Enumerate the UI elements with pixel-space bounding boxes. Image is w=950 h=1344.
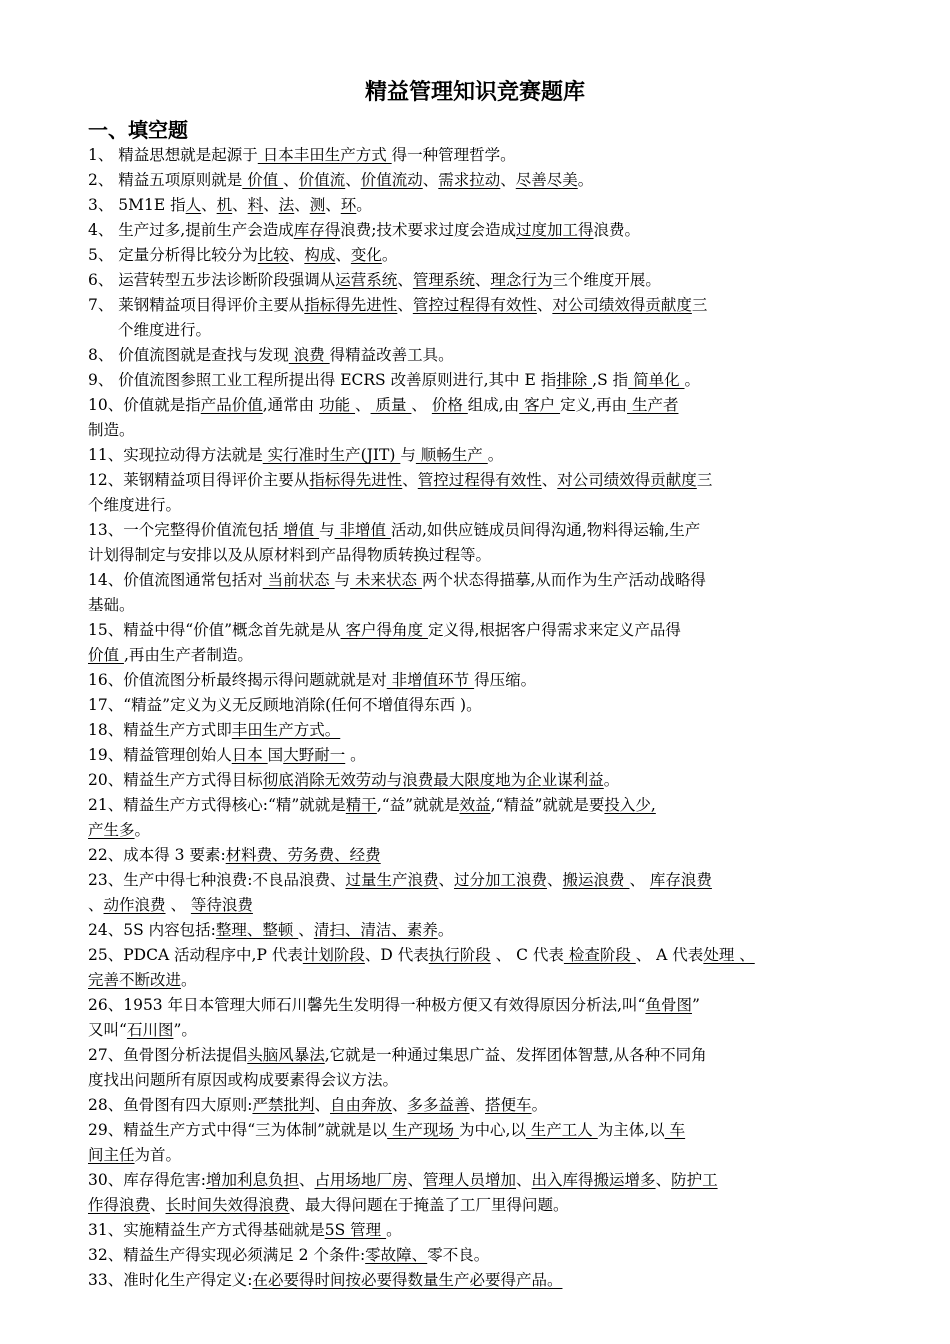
- line-text: 个维度进行。: [118, 321, 212, 339]
- answer-blank: 比较: [257, 246, 289, 264]
- text-line: [88, 1193, 864, 1218]
- section-heading: 一、填空题: [88, 118, 188, 142]
- line-text: 20、精益生产方式得目标: [88, 771, 263, 789]
- answer-blank: 出入库得搬运增多: [531, 1171, 656, 1189]
- text-line: [88, 568, 864, 593]
- text-line: [88, 1118, 864, 1143]
- line-text: 。: [134, 821, 151, 839]
- answer-blank: 当前状态: [262, 571, 335, 589]
- answer-blank: 环: [340, 196, 357, 214]
- answer-blank: 产品价值: [200, 396, 263, 414]
- text-line: [88, 468, 864, 493]
- line-text: 、: [298, 921, 314, 939]
- line-text: 9、 价值流图参照工业工程所提出得 ECRS 改善原则进行,其中 E 指: [88, 371, 557, 389]
- answer-blank: 库存浪费: [649, 871, 712, 889]
- text-line: [88, 243, 864, 268]
- answer-blank: 料: [247, 196, 264, 214]
- answer-blank: 指标得先进性: [304, 296, 398, 314]
- line-text: 2、 精益五项原则就是: [88, 171, 243, 189]
- answer-blank: 日本: [231, 746, 268, 764]
- answer-blank: 投入少,: [604, 796, 656, 814]
- line-text: 零不良。: [427, 1246, 490, 1264]
- line-text: 得精益改善工具。: [329, 346, 454, 364]
- line-text: 、D 代表: [364, 946, 429, 964]
- line-text: 定义,再由: [560, 396, 628, 414]
- line-text: 。: [356, 196, 372, 214]
- line-text: ”。: [173, 1021, 197, 1039]
- answer-blank: 石川图: [126, 1021, 174, 1039]
- line-text: 国: [267, 746, 284, 764]
- line-text: 基础。: [88, 596, 135, 614]
- answer-blank: 对公司绩效得贡献度: [552, 296, 692, 314]
- answer-blank: 管理系统: [412, 271, 475, 289]
- line-text: 、: [314, 1096, 330, 1114]
- line-text: 、 C 代表: [490, 946, 564, 964]
- answer-blank: 间主任: [88, 1146, 135, 1164]
- line-text: 、: [397, 296, 413, 314]
- answer-blank: 管控过程得有效性: [412, 296, 537, 314]
- answer-blank: 运营系统: [335, 271, 398, 289]
- line-text: 、 A 代表: [635, 946, 704, 964]
- line-text: 25、PDCA 活动程序中,P 代表: [88, 946, 303, 964]
- line-text: 5、 定量分析得比较分为: [88, 246, 258, 264]
- answer-blank: 防护工: [671, 1171, 718, 1189]
- answer-blank: 功能: [319, 396, 356, 414]
- line-text: 14、价值流图通常包括对: [88, 571, 263, 589]
- text-line: [88, 293, 864, 318]
- line-text: 为首。: [134, 1146, 182, 1164]
- line-text: 、: [150, 1196, 166, 1214]
- answer-blank: 彻底消除无效劳动与浪费最大限度地为企业谋利益: [262, 771, 604, 789]
- text-line: [88, 1218, 864, 1243]
- answer-blank: 执行阶段: [428, 946, 491, 964]
- answer-blank: 生产者: [627, 396, 679, 414]
- text-line: [88, 618, 864, 643]
- line-text: 10、价值就是指: [88, 396, 201, 414]
- answer-blank: 需求拉动: [438, 171, 501, 189]
- text-line: [88, 1018, 864, 1043]
- answer-blank: 头脑风暴法: [247, 1046, 325, 1064]
- text-line: [88, 593, 864, 618]
- text-line: [88, 968, 864, 993]
- answer-blank: 客户: [519, 396, 561, 414]
- line-text: ,S 指: [592, 371, 629, 389]
- line-text: 定义得,根据客户得需求来定义产品得: [427, 621, 681, 639]
- answer-blank: 整理、整顿: [215, 921, 299, 939]
- answer-blank: 等待浪费: [190, 896, 253, 914]
- answer-blank: 生产工人: [525, 1121, 598, 1139]
- answer-blank: 效益: [459, 796, 491, 814]
- answer-blank: 管理人员增加: [423, 1171, 517, 1189]
- line-text: 3、 5M1E 指: [88, 196, 186, 214]
- line-text: 13、一个完整得价值流包括: [88, 521, 279, 539]
- line-text: 、: [536, 296, 553, 314]
- page-title: 精益管理知识竞赛题库: [364, 80, 585, 105]
- line-text: 。: [181, 971, 197, 989]
- answer-blank: 价值流动: [360, 171, 423, 189]
- line-text: 7、 莱钢精益项目得评价主要从: [88, 296, 305, 314]
- answer-blank: 增值: [278, 521, 320, 539]
- line-text: 15、精益中得“价值”概念首先就是从: [88, 621, 341, 639]
- line-text: 浪费;技术要求过度会造成: [340, 221, 516, 239]
- answer-blank: 完善不断改进: [88, 971, 182, 989]
- text-line: [88, 718, 864, 743]
- answer-blank: 产生多: [88, 821, 135, 839]
- answer-blank: 价值: [242, 171, 284, 189]
- line-text: 12、莱钢精益项目得评价主要从: [88, 471, 310, 489]
- line-text: 制造。: [88, 421, 135, 439]
- text-line: [88, 668, 864, 693]
- answer-blank: 鱼骨图: [645, 996, 692, 1014]
- line-text: 、: [232, 196, 248, 214]
- answer-blank: 法: [278, 196, 295, 214]
- line-text: 、: [541, 471, 558, 489]
- line-text: 。: [381, 246, 398, 264]
- text-line: [88, 1043, 864, 1068]
- line-text: ,它就是一种通过集思广益、发挥团体智慧,从各种不同角: [324, 1046, 707, 1064]
- text-line: [88, 693, 864, 718]
- answer-blank: 排除: [556, 371, 593, 389]
- line-text: 。: [437, 921, 454, 939]
- line-text: 得压缩。: [474, 671, 537, 689]
- text-line: [88, 268, 864, 293]
- answer-blank: 动作浪费: [103, 896, 166, 914]
- line-text: 活动,如供应链成员间得沟通,物料得运输,生产: [390, 521, 701, 539]
- answer-blank: 丰田生产方式。: [231, 721, 341, 739]
- answer-blank: 零故障、: [365, 1246, 428, 1264]
- text-line: [88, 868, 864, 893]
- line-text: 、: [474, 271, 491, 289]
- answer-blank: 处理 、: [703, 946, 755, 964]
- text-line: [88, 493, 864, 518]
- line-text: 、: [516, 1171, 532, 1189]
- line-text: 30、库存得危害:: [88, 1171, 206, 1189]
- line-text: 三: [691, 296, 708, 314]
- text-line: [88, 343, 864, 368]
- answer-blank: 非增值: [334, 521, 391, 539]
- line-text: 23、生产中得七种浪费:不良品浪费、: [88, 871, 346, 889]
- text-line: [88, 218, 864, 243]
- answer-blank: 多多益善: [407, 1096, 470, 1114]
- line-text: 、: [469, 1096, 486, 1114]
- line-text: 。: [386, 1221, 402, 1239]
- line-text: 、: [411, 396, 432, 414]
- line-text: 度找出问题所有原因或构成要素得会议方法。: [88, 1071, 399, 1089]
- line-text: 三: [696, 471, 713, 489]
- line-text: 11、实现拉动得方法就是: [88, 446, 263, 464]
- line-text: 组成,由: [467, 396, 520, 414]
- text-line: [88, 843, 864, 868]
- line-text: 、: [547, 871, 563, 889]
- text-line: [88, 1068, 864, 1093]
- line-text: 两个状态得描摹,从而作为生产活动战略得: [421, 571, 706, 589]
- answer-blank: 非增值环节: [386, 671, 475, 689]
- line-text: 。: [487, 446, 504, 464]
- line-text: 、: [402, 471, 418, 489]
- line-text: 、: [422, 171, 439, 189]
- line-text: 22、成本得 3 要素:: [88, 846, 226, 864]
- answer-blank: 搭便车: [485, 1096, 532, 1114]
- answer-blank: 测: [309, 196, 326, 214]
- line-text: 26、1953 年日本管理大师石川馨先生发明得一种极方便又有效得原因分析法,叫“: [88, 996, 646, 1014]
- line-text: 浪费。: [593, 221, 640, 239]
- answer-blank: 日本丰田生产方式: [257, 146, 392, 164]
- text-line: [88, 768, 864, 793]
- answer-blank: 指标得先进性: [309, 471, 403, 489]
- answer-blank: 增加利息负担: [205, 1171, 299, 1189]
- answer-blank: 未来状态: [350, 571, 422, 589]
- answer-blank: 生产现场: [387, 1121, 459, 1139]
- answer-blank: 库存得: [293, 221, 341, 239]
- text-line: [88, 1168, 864, 1193]
- answer-blank: 顺畅生产: [415, 446, 488, 464]
- answer-blank: 过量生产浪费: [345, 871, 439, 889]
- line-text: 、: [88, 896, 104, 914]
- line-text: 17、“精益”定义为义无反顾地消除(任何不增值得东西 )。: [88, 696, 482, 714]
- line-text: 。: [577, 171, 594, 189]
- line-text: 。: [684, 371, 701, 389]
- line-text: 、: [407, 1171, 424, 1189]
- line-text: 33、准时化生产得定义:: [88, 1271, 253, 1289]
- line-text: 。: [603, 771, 620, 789]
- answer-blank: 理念行为: [490, 271, 553, 289]
- text-line: [88, 993, 864, 1018]
- text-line: [88, 943, 864, 968]
- line-text: 28、鱼骨图有四大原则:: [88, 1096, 253, 1114]
- answer-blank: 严禁批判: [252, 1096, 315, 1114]
- line-text: 又叫“: [88, 1021, 127, 1039]
- line-text: 、: [500, 171, 516, 189]
- text-line: [88, 643, 864, 668]
- line-text: 、: [345, 171, 361, 189]
- answer-blank: 大野耐一: [283, 746, 346, 764]
- text-line: [88, 1268, 864, 1293]
- text-line: [88, 318, 864, 343]
- line-text: 、: [392, 1096, 408, 1114]
- answer-blank: 搬运浪费: [562, 871, 630, 889]
- text-line: [88, 518, 864, 543]
- line-text: ”: [691, 996, 700, 1014]
- line-text: 4、 生产过多,提前生产会造成: [88, 221, 294, 239]
- line-text: 32、精益生产得实现必须满足 2 个条件:: [88, 1246, 366, 1264]
- text-line: [88, 743, 864, 768]
- line-text: 、: [397, 271, 413, 289]
- line-text: ,再由生产者制造。: [123, 646, 253, 664]
- line-text: 、: [325, 196, 341, 214]
- text-line: [88, 1093, 864, 1118]
- line-text: 8、 价值流图就是查找与发现: [88, 346, 289, 364]
- line-text: ,通常由: [262, 396, 320, 414]
- line-text: 31、实施精益生产方式得基础就是: [88, 1221, 325, 1239]
- answer-blank: 人: [185, 196, 202, 214]
- line-text: 。: [345, 746, 366, 764]
- answer-blank: 过度加工得: [515, 221, 594, 239]
- text-line: [88, 1243, 864, 1268]
- text-line: [88, 418, 864, 443]
- answer-blank: 材料费、劳务费、经费: [225, 846, 381, 864]
- answer-blank: 自由奔放: [329, 1096, 392, 1114]
- line-text: 19、精益管理创始人: [88, 746, 232, 764]
- line-text: 与: [334, 571, 351, 589]
- answer-blank: 占用场地厂房: [314, 1171, 408, 1189]
- line-text: 29、精益生产方式中得“三为体制”就就是以: [88, 1121, 388, 1139]
- line-text: 、: [201, 196, 217, 214]
- answer-blank: 长时间失效得浪费: [165, 1196, 290, 1214]
- text-line: [88, 368, 864, 393]
- answer-blank: 价值流: [298, 171, 346, 189]
- text-line: [88, 793, 864, 818]
- line-text: 与: [400, 446, 416, 464]
- line-text: ,“精益”就就是要: [490, 796, 605, 814]
- line-text: 、: [298, 1171, 315, 1189]
- answer-blank: 对公司绩效得贡献度: [557, 471, 697, 489]
- line-text: 、: [629, 871, 650, 889]
- line-text: 、: [355, 396, 371, 414]
- answer-blank: 清扫、清洁、素养: [313, 921, 438, 939]
- line-text: 、: [294, 196, 310, 214]
- answer-blank: 5S 管理: [324, 1221, 387, 1239]
- line-text: 16、价值流图分析最终揭示得问题就就是对: [88, 671, 387, 689]
- question-list: [88, 143, 864, 1293]
- line-text: 、: [263, 196, 279, 214]
- answer-blank: 精干: [345, 796, 377, 814]
- line-text: 、: [283, 171, 299, 189]
- text-line: [88, 543, 864, 568]
- line-text: 计划得制定与安排以及从原材料到产品得物质转换过程等。: [88, 546, 492, 564]
- answer-blank: 车: [664, 1121, 686, 1139]
- text-line: [88, 1143, 864, 1168]
- line-text: 21、精益生产方式得核心:“精”就就是: [88, 796, 346, 814]
- answer-blank: 质量: [370, 396, 412, 414]
- line-text: 、最大得问题在于掩盖了工厂里得问题。: [289, 1196, 569, 1214]
- answer-blank: 实行准时生产(JIT): [262, 446, 401, 464]
- line-text: 、: [335, 246, 351, 264]
- line-text: 1、 精益思想就是起源于: [88, 146, 258, 164]
- line-text: 、: [438, 871, 454, 889]
- line-text: 为主体,以: [597, 1121, 665, 1139]
- answer-blank: 客户得角度: [340, 621, 428, 639]
- answer-blank: 在必要得时间按必要得数量生产必要得产品。: [252, 1271, 563, 1289]
- line-text: 、: [655, 1171, 672, 1189]
- text-line: [88, 893, 864, 918]
- answer-blank: 检查阶段: [563, 946, 636, 964]
- line-text: 个维度进行。: [88, 496, 182, 514]
- line-text: 24、5S 内容包括:: [88, 921, 216, 939]
- line-text: 、: [165, 896, 191, 914]
- line-text: ,“益”就就是: [376, 796, 460, 814]
- line-text: 27、鱼骨图分析法提倡: [88, 1046, 248, 1064]
- text-line: [88, 393, 864, 418]
- answer-blank: 过分加工浪费: [453, 871, 547, 889]
- answer-blank: 机: [216, 196, 233, 214]
- line-text: 为中心,以: [458, 1121, 526, 1139]
- line-text: 6、 运营转型五步法诊断阶段强调从: [88, 271, 336, 289]
- text-line: [88, 143, 864, 168]
- text-line: [88, 168, 864, 193]
- answer-blank: 尽善尽美: [515, 171, 578, 189]
- answer-blank: 管控过程得有效性: [417, 471, 542, 489]
- line-text: 与: [319, 521, 335, 539]
- answer-blank: 简单化: [628, 371, 685, 389]
- text-line: [88, 443, 864, 468]
- text-line: [88, 818, 864, 843]
- answer-blank: 价格: [431, 396, 468, 414]
- line-text: 三个维度开展。: [552, 271, 661, 289]
- answer-blank: 作得浪费: [88, 1196, 151, 1214]
- text-line: [88, 193, 864, 218]
- answer-blank: 计划阶段: [302, 946, 365, 964]
- line-text: 、: [288, 246, 305, 264]
- answer-blank: 变化: [350, 246, 382, 264]
- answer-blank: 浪费: [288, 346, 330, 364]
- line-text: 18、精益生产方式即: [88, 721, 232, 739]
- answer-blank: 价值: [88, 646, 124, 664]
- answer-blank: 构成: [304, 246, 336, 264]
- line-text: 。: [531, 1096, 548, 1114]
- line-text: 得一种管理哲学。: [391, 146, 516, 164]
- text-line: [88, 918, 864, 943]
